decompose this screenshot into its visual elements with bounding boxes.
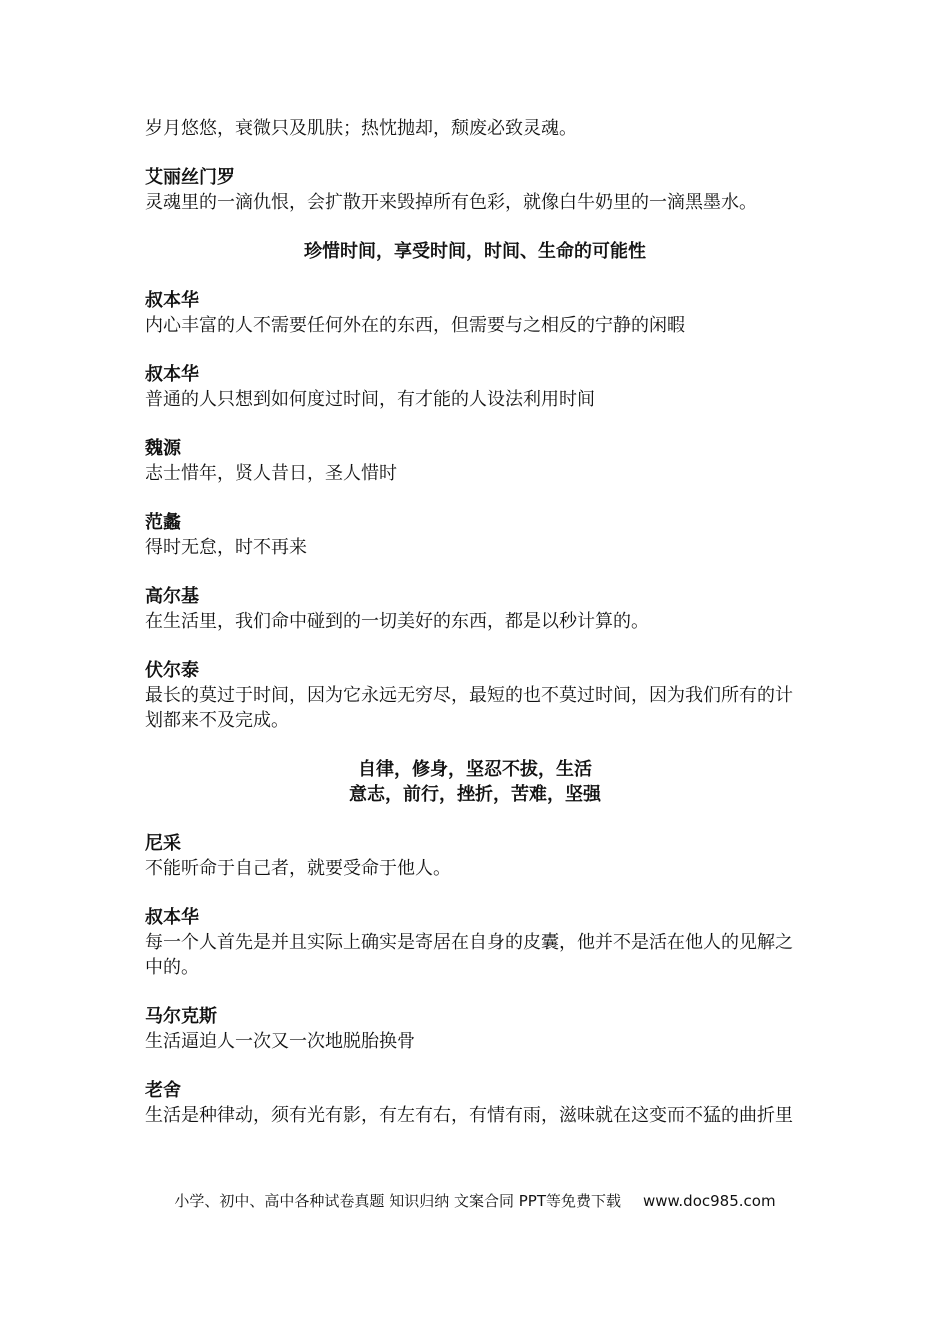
quote-author: 高尔基 [145,586,199,607]
section-heading-time: 珍惜时间，享受时间，时间、生命的可能性 [304,241,646,262]
quote-author: 艾丽丝门罗 [145,167,235,188]
page-footer [0,1190,950,1212]
footer-text: 小学、初中、高中各种试卷真题 知识归纳 文案合同 PPT等免费下载 [174,1192,621,1210]
quote-entry [145,436,805,486]
quote-text: 每一个人首先是并且实际上确实是寄居在自身的皮囊，他并不是活在他人的见解之中的。 [145,932,793,978]
quote-entry [145,362,805,412]
quote-entry [145,831,805,881]
quote-text: 生活是种律动，须有光有影，有左有右，有情有雨，滋味就在这变而不猛的曲折里 [145,1105,793,1126]
quote-author: 范蠡 [145,512,181,533]
quote-entry [145,658,805,733]
quote-text: 最长的莫过于时间，因为它永远无穷尽，最短的也不莫过时间，因为我们所有的计划都来不及完成。 [145,685,793,731]
quote-author: 马尔克斯 [145,1006,217,1027]
quote-author: 伏尔泰 [145,660,199,681]
quote-text: 内心丰富的人不需要任何外在的东西，但需要与之相反的宁静的闲暇 [145,315,685,336]
footer-site-link[interactable]: www.doc985.com [642,1192,776,1210]
quote-text: 灵魂里的一滴仇恨，会扩散开来毁掉所有色彩，就像白牛奶里的一滴黑墨水。 [145,192,757,213]
section-heading-discipline [145,757,805,807]
quote-text: 生活逼迫人一次又一次地脱胎换骨 [145,1031,415,1052]
quote-author: 老舍 [145,1080,181,1101]
quote-text: 得时无怠，时不再来 [145,537,307,558]
quote-text: 志士惜年，贤人昔日，圣人惜时 [145,463,397,484]
quote-entry [145,510,805,560]
intro-quote: 岁月悠悠，衰微只及肌肤；热忱抛却，颓废必致灵魂。 [145,118,577,139]
section-heading-line: 意志，前行，挫折，苦难，坚强 [349,784,601,805]
quote-text: 普通的人只想到如何度过时间，有才能的人设法利用时间 [145,389,595,410]
quote-author: 叔本华 [145,364,199,385]
document-content [145,116,805,1152]
quote-author: 魏源 [145,438,181,459]
quote-author: 尼采 [145,833,181,854]
quote-entry [145,1078,805,1128]
section-heading-line: 自律，修身，坚忍不拔，生活 [358,759,592,780]
quote-text: 在生活里，我们命中碰到的一切美好的东西，都是以秒计算的。 [145,611,649,632]
quote-author: 叔本华 [145,290,199,311]
quote-entry [145,1004,805,1054]
quote-text: 不能听命于自己者，就要受命于他人。 [145,858,451,879]
quote-entry [145,288,805,338]
quote-entry [145,165,805,215]
quote-entry [145,584,805,634]
quote-entry [145,905,805,980]
quote-author: 叔本华 [145,907,199,928]
